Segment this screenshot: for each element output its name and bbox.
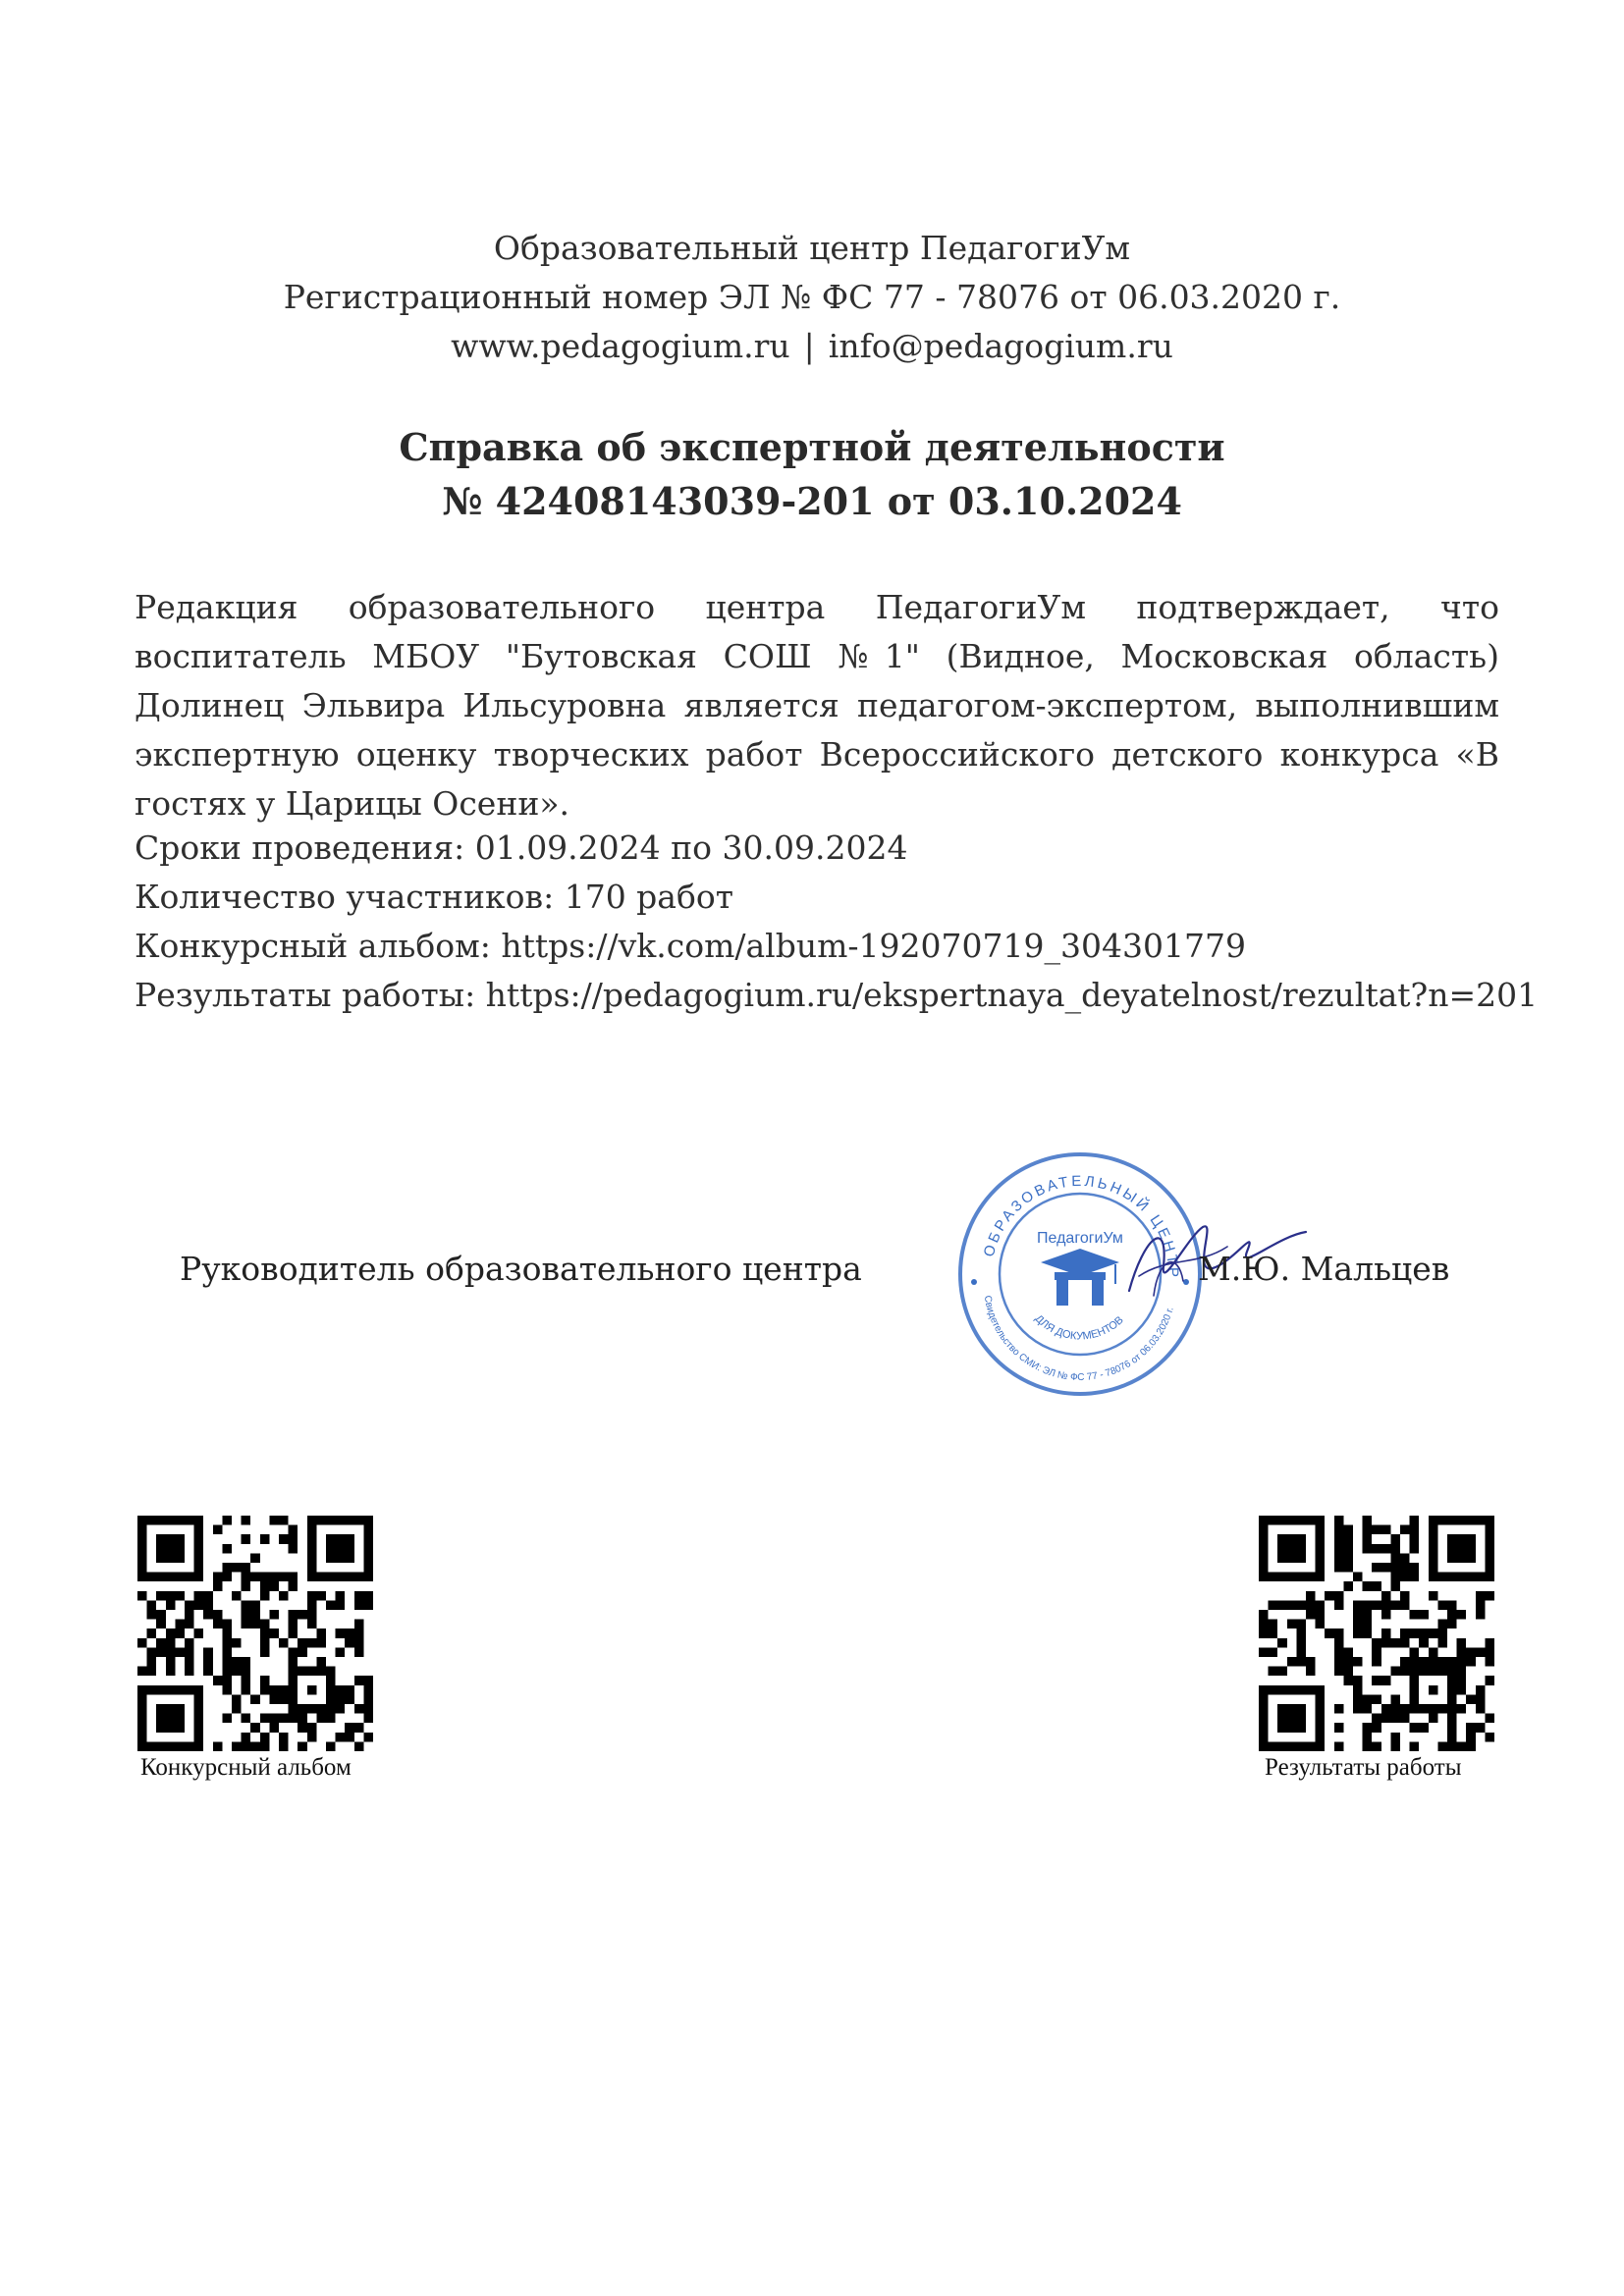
detail-participants: Количество участников: 170 работ	[135, 878, 733, 916]
title-line-2: № 42408143039-201 от 03.10.2024	[442, 479, 1182, 523]
qr-code-album[interactable]	[137, 1516, 373, 1751]
stamp-registry-text: Свидетельство СМИ: ЭЛ № ФС 77 - 78076 от 06.03.2020 г.	[981, 1294, 1176, 1383]
detail-dates: Сроки проведения: 01.09.2024 по 30.09.2024	[135, 828, 908, 867]
signatory-role: Руководитель образовательного центра	[180, 1250, 862, 1288]
registration-number: Регистрационный номер ЭЛ № ФС 77 - 78076 от 06.03.2020 г.	[283, 278, 1341, 316]
header	[0, 224, 1624, 371]
svg-text:ДЛЯ ДОКУМЕНТОВ	[1033, 1312, 1126, 1342]
email-link[interactable]: info@pedagogium.ru	[828, 327, 1173, 365]
qr-code-results[interactable]	[1259, 1516, 1494, 1751]
website-link[interactable]: www.pedagogium.ru	[451, 327, 790, 365]
signatory-name: М.Ю. Мальцев	[1198, 1250, 1450, 1288]
detail-results[interactable]: Результаты работы: https://pedagogium.ru/ekspertnaya_deyatelnost/rezultat?n=201	[135, 976, 1539, 1014]
detail-album[interactable]: Конкурсный альбом: https://vk.com/album-192070719_304301779	[135, 927, 1246, 965]
qr-caption-results: Результаты работы	[1265, 1754, 1462, 1781]
contacts-separator: |	[803, 327, 815, 365]
stamp-outer-text: ОБРАЗОВАТЕЛЬНЫЙ ЦЕНТР	[980, 1172, 1182, 1281]
document-title	[0, 420, 1624, 528]
title-line-1: Справка об экспертной деятельности	[399, 425, 1225, 469]
contacts	[0, 322, 1624, 371]
stamp-bottom-text: ДЛЯ ДОКУМЕНТОВ	[1032, 1312, 1126, 1343]
stamp-brand: ПедагогиУм	[1037, 1230, 1123, 1247]
signature-row	[0, 1245, 1624, 1304]
org-name: Образовательный центр ПедагогиУм	[493, 229, 1131, 267]
qr-caption-album: Конкурсный альбом	[140, 1754, 352, 1781]
confirmation-paragraph: Редакция образовательного центра ПедагогиУм подтверждает, что воспитатель МБОУ "Бутовская СОШ №1" (Видное, Московская область) Долинец Эльвира Ильсуровна является педагогом-экспертом, выполнившим экспертную оценку творческих работ Всероссийского детского конкурса «В гостях у Царицы Осени».	[135, 588, 1499, 823]
details-list	[135, 824, 1539, 1020]
